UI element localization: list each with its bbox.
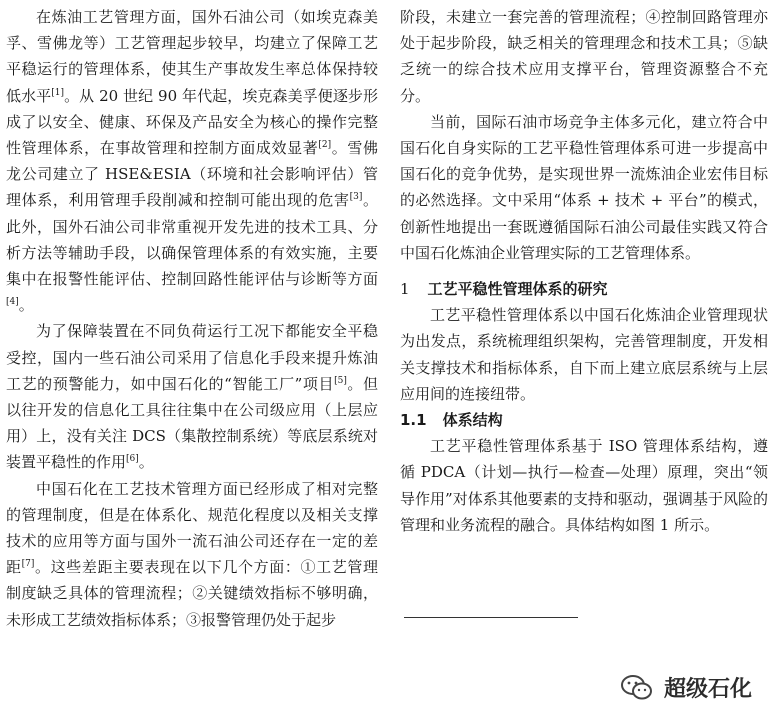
- left-column: [6, 4, 378, 633]
- paragraph-current-situation: 当前，国际石油市场竞争主体多元化，建立符合中国石化自身实际的工艺平稳性管理体系可进一步提高中国石化的竞争优势，是实现世界一流炼油企业宏伟目标的必然选择。文中采用“体系 + 技术 + 平台”的模式，创新性地提出一套既遵循国际石油公司最佳实践又符合中国石化炼油企业管理实际的工艺管理体系。: [400, 112, 768, 262]
- citation-ref[interactable]: [6]: [126, 454, 139, 465]
- wechat-icon: [620, 674, 654, 702]
- text-span: 。: [18, 296, 34, 315]
- paragraph-domestic-companies: [6, 318, 378, 475]
- subsection-heading: [400, 407, 768, 433]
- citation-ref[interactable]: [2]: [318, 140, 332, 151]
- paragraph-foreign-companies: [6, 4, 378, 318]
- text-span: 。雪佛龙公司建立了 HSE&ESIA（环境和社会影响评估）管理体系，利用管理手段削减和控制可能出现的危害: [6, 139, 378, 210]
- text-span: 。此外，国外石油公司非常重视开发先进的技术工具、分析方法等辅助手段，以确保管理体系的有效实施，主要集中在报警性能评估、控制回路性能评估与诊断等方面: [6, 191, 378, 289]
- paragraph-sinopec-gaps: [6, 476, 378, 633]
- watermark-text: 超级石化: [664, 677, 753, 702]
- text-span: 在炼油工艺管理方面，国外石油公司（如埃克森美孚、雪佛龙等）工艺管理起步较早，均建立了保障工艺平稳运行的管理体系，使其生产事故发生率总体保持较低水平: [6, 8, 378, 105]
- section-title: 工艺平稳性管理体系的研究: [427, 280, 608, 299]
- text-span: 。: [138, 453, 154, 472]
- paragraph-system-intro: 工艺平稳性管理体系以中国石化炼油企业管理现状为出发点，系统梳理组织架构，完善管理制度，开发相关支撑技术和指标体系，自下而上建立底层系统与上层应用间的连接纽带。: [400, 306, 768, 403]
- section-heading: [400, 276, 768, 302]
- citation-ref[interactable]: [3]: [349, 192, 363, 203]
- watermark: [620, 672, 752, 703]
- text-span: 。但以往开发的信息化工具往往集中在公司级应用（上层应用）上，没有关注 DCS（集散控制系统）等底层系统对装置平稳性的作用: [6, 374, 378, 472]
- text-span: 。这些差距主要表现在以下几个方面：①工艺管理制度缺乏具体的管理流程；②关键绩效指标不够明确，未形成工艺绩效指标体系；③报警管理仍处于起步: [6, 558, 378, 629]
- paragraph-system-structure: 工艺平稳性管理体系基于 ISO 管理体系结构，遵循 PDCA（计划—执行—检查—处理）原理，突出“领导作用”对体系其他要素的支持和驱动，强调基于风险的管理和业务流程的融合。具体结构如图 1 所示。: [400, 437, 768, 534]
- citation-ref[interactable]: [7]: [21, 559, 35, 570]
- text-span: 。从 20 世纪 90 年代起，埃克森美孚便逐步形成了以安全、健康、环保及产品安全为核心的操作完整性管理体系，在事故管理和控制方面成效显著: [6, 86, 378, 158]
- subsection-number: 1.1: [400, 411, 427, 430]
- citation-ref[interactable]: [1]: [51, 87, 64, 98]
- text-span: 为了保障装置在不同负荷运行工况下都能安全平稳受控，国内一些石油公司采用了信息化手段来提升炼油工艺的预警能力，如中国石化的“智能工厂”项目: [6, 322, 378, 393]
- paragraph-gaps-continued: 阶段，未建立一套完善的管理流程；④控制回路管理亦处于起步阶段，缺乏相关的管理理念和技术工具；⑤缺乏统一的综合技术应用支撑平台，管理资源整合不充分。: [400, 8, 768, 105]
- citation-ref[interactable]: [5]: [334, 375, 347, 386]
- subsection-title: 体系结构: [442, 411, 503, 430]
- section-number: 1: [400, 280, 410, 299]
- text-span: 中国石化在工艺技术管理方面已经形成了相对完整的管理制度，但是在体系化、规范化程度以及相关支撑技术的应用等方面与国外一流石油公司还存在一定的差距: [6, 479, 378, 577]
- right-column: [400, 4, 768, 538]
- footnote-divider: [404, 617, 578, 618]
- citation-ref[interactable]: [4]: [6, 297, 19, 308]
